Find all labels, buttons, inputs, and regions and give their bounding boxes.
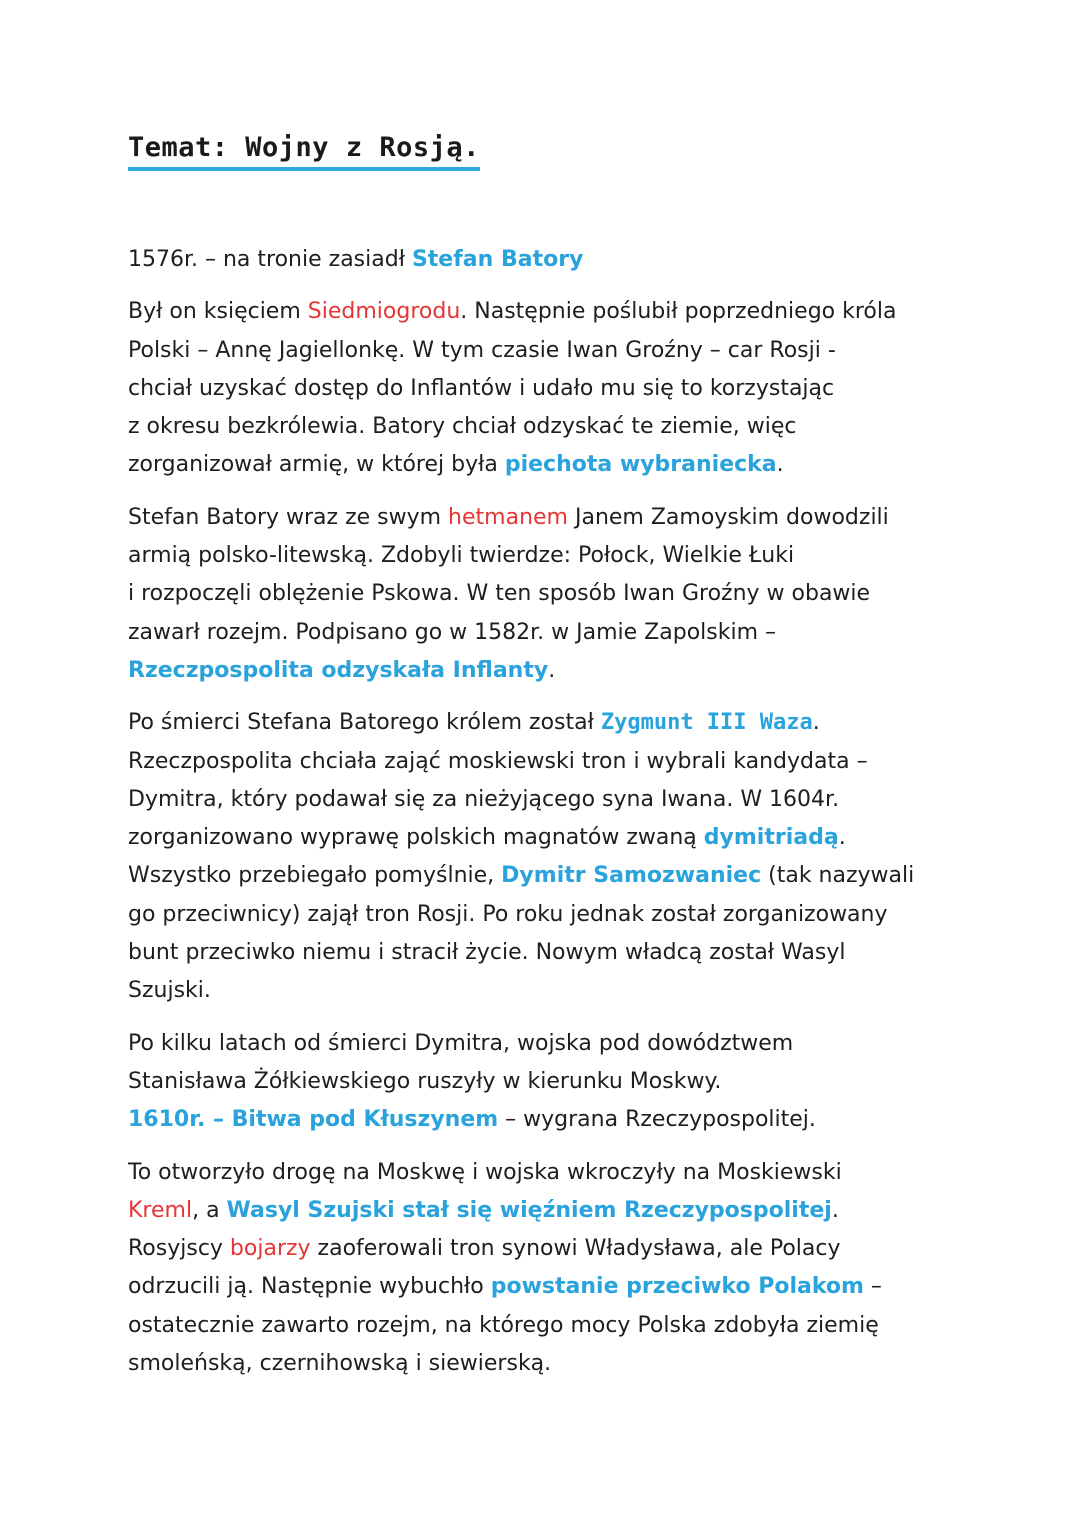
highlight-term: Rzeczpospolita odzyskała Inflanty: [128, 657, 549, 683]
highlight-term: Kreml: [128, 1197, 193, 1223]
text-run: .: [838, 825, 846, 851]
text-run: Stefan Batory wraz ze swym: [128, 504, 449, 530]
document-body: [128, 241, 958, 1397]
text-run: –: [863, 1274, 882, 1300]
text-run: Był on księciem: [128, 299, 308, 325]
highlight-term: Wasyl Szujski stał się więźniem Rzeczypospolitej: [226, 1197, 832, 1223]
highlight-term: piechota wybraniecka: [504, 452, 777, 478]
highlight-term: bojarzy: [229, 1236, 311, 1262]
paragraph-line: smoleńską, czernihowską i siewierską.: [128, 1351, 552, 1377]
text-run: odrzucili ją. Następnie wybuchło: [128, 1274, 491, 1300]
paragraph-line: [128, 241, 958, 279]
paragraph-line: Polski – Annę Jagiellonkę. W tym czasie Iwan Groźny – car Rosji -: [128, 337, 836, 363]
highlight-term: 1610r. – Bitwa pod Kłuszynem: [128, 1107, 499, 1133]
paragraph-line: Szujski.: [128, 978, 211, 1004]
highlight-term: hetmanem: [448, 504, 568, 530]
highlight-term: dymitriadą: [703, 825, 839, 851]
paragraph-3: [128, 499, 958, 690]
highlight-term: powstanie przeciwko Polakom: [490, 1274, 864, 1300]
paragraph-line: go przeciwnicy) zajął tron Rosji. Po roku jednak został zorganizowany: [128, 901, 888, 927]
text-run: Po śmierci Stefana Batorego królem został: [128, 710, 601, 736]
paragraph-line: [128, 446, 958, 484]
text-run: 1576r. – na tronie zasiadł: [128, 247, 412, 272]
text-run: Janem Zamoyskim dowodzili: [567, 504, 889, 530]
paragraph-6: [128, 1154, 958, 1384]
paragraph-line: Stanisława Żółkiewskiego ruszyły w kierunku Moskwy.: [128, 1068, 722, 1094]
paragraph-line: chciał uzyskać dostęp do Inflantów i udało mu się to korzystając: [128, 375, 835, 401]
paragraph-line: To otworzyło drogę na Moskwę i wojska wkroczyły na Moskiewski: [128, 1159, 842, 1185]
paragraph-line: [128, 857, 958, 895]
paragraph-line: ostatecznie zawarto rozejm, na którego mocy Polska zdobyła ziemię: [128, 1312, 879, 1338]
text-run: .: [812, 710, 820, 736]
paragraph-line: armią polsko-litewską. Zdobyli twierdze: Połock, Wielkie Łuki: [128, 543, 795, 569]
paragraph-line: [128, 499, 958, 537]
highlight-term: Siedmiogrodu: [307, 299, 461, 325]
paragraph-line: [128, 1192, 958, 1230]
paragraph-line: [128, 1101, 958, 1139]
paragraph-line: [128, 293, 958, 331]
text-run: .: [548, 657, 556, 683]
text-run: .: [831, 1197, 839, 1223]
title-block: [128, 132, 480, 171]
paragraph-4: [128, 704, 958, 1010]
text-run: Rosyjscy: [128, 1236, 230, 1262]
paragraph-line: Po kilku latach od śmierci Dymitra, wojska pod dowództwem: [128, 1030, 794, 1056]
paragraph-line: Dymitra, który podawał się za nieżyjącego syna Iwana. W 1604r.: [128, 786, 840, 812]
paragraph-line: bunt przeciwko niemu i stracił życie. Nowym władcą został Wasyl: [128, 940, 846, 966]
text-run: zorganizował armię, w której była: [128, 452, 505, 478]
paragraph-2: [128, 293, 958, 484]
paragraph-line: Rzeczpospolita chciała zająć moskiewski tron i wybrali kandydata –: [128, 748, 868, 774]
paragraph-1: [128, 241, 958, 279]
highlight-term: Zygmunt III Waza: [600, 710, 813, 736]
text-run: – wygrana Rzeczypospolitej.: [498, 1107, 816, 1133]
highlight-term: Dymitr Samozwaniec: [501, 863, 762, 889]
paragraph-line: [128, 819, 958, 857]
paragraph-line: z okresu bezkrólewia. Batory chciał odzyskać te ziemie, więc: [128, 414, 797, 440]
paragraph-line: [128, 704, 958, 742]
text-run: Wszystko przebiegało pomyślnie,: [128, 863, 502, 889]
paragraph-line: [128, 1268, 958, 1306]
text-run: zorganizowano wyprawę polskich magnatów zwaną: [128, 825, 704, 851]
page-title: Temat: Wojny z Rosją.: [128, 132, 480, 171]
text-run: .: [776, 452, 784, 478]
text-run: , a: [192, 1197, 227, 1223]
text-run: (tak nazywali: [761, 863, 915, 889]
paragraph-line: [128, 652, 958, 690]
paragraph-line: [128, 1230, 958, 1268]
text-run: . Następnie poślubił poprzedniego króla: [460, 299, 897, 325]
paragraph-line: i rozpoczęli oblężenie Pskowa. W ten sposób Iwan Groźny w obawie: [128, 581, 871, 607]
paragraph-5: [128, 1025, 958, 1140]
paragraph-line: zawarł rozejm. Podpisano go w 1582r. w Jamie Zapolskim –: [128, 619, 777, 645]
highlight-term: Stefan Batory: [411, 247, 584, 272]
text-run: zaoferowali tron synowi Władysława, ale Polacy: [310, 1236, 841, 1262]
